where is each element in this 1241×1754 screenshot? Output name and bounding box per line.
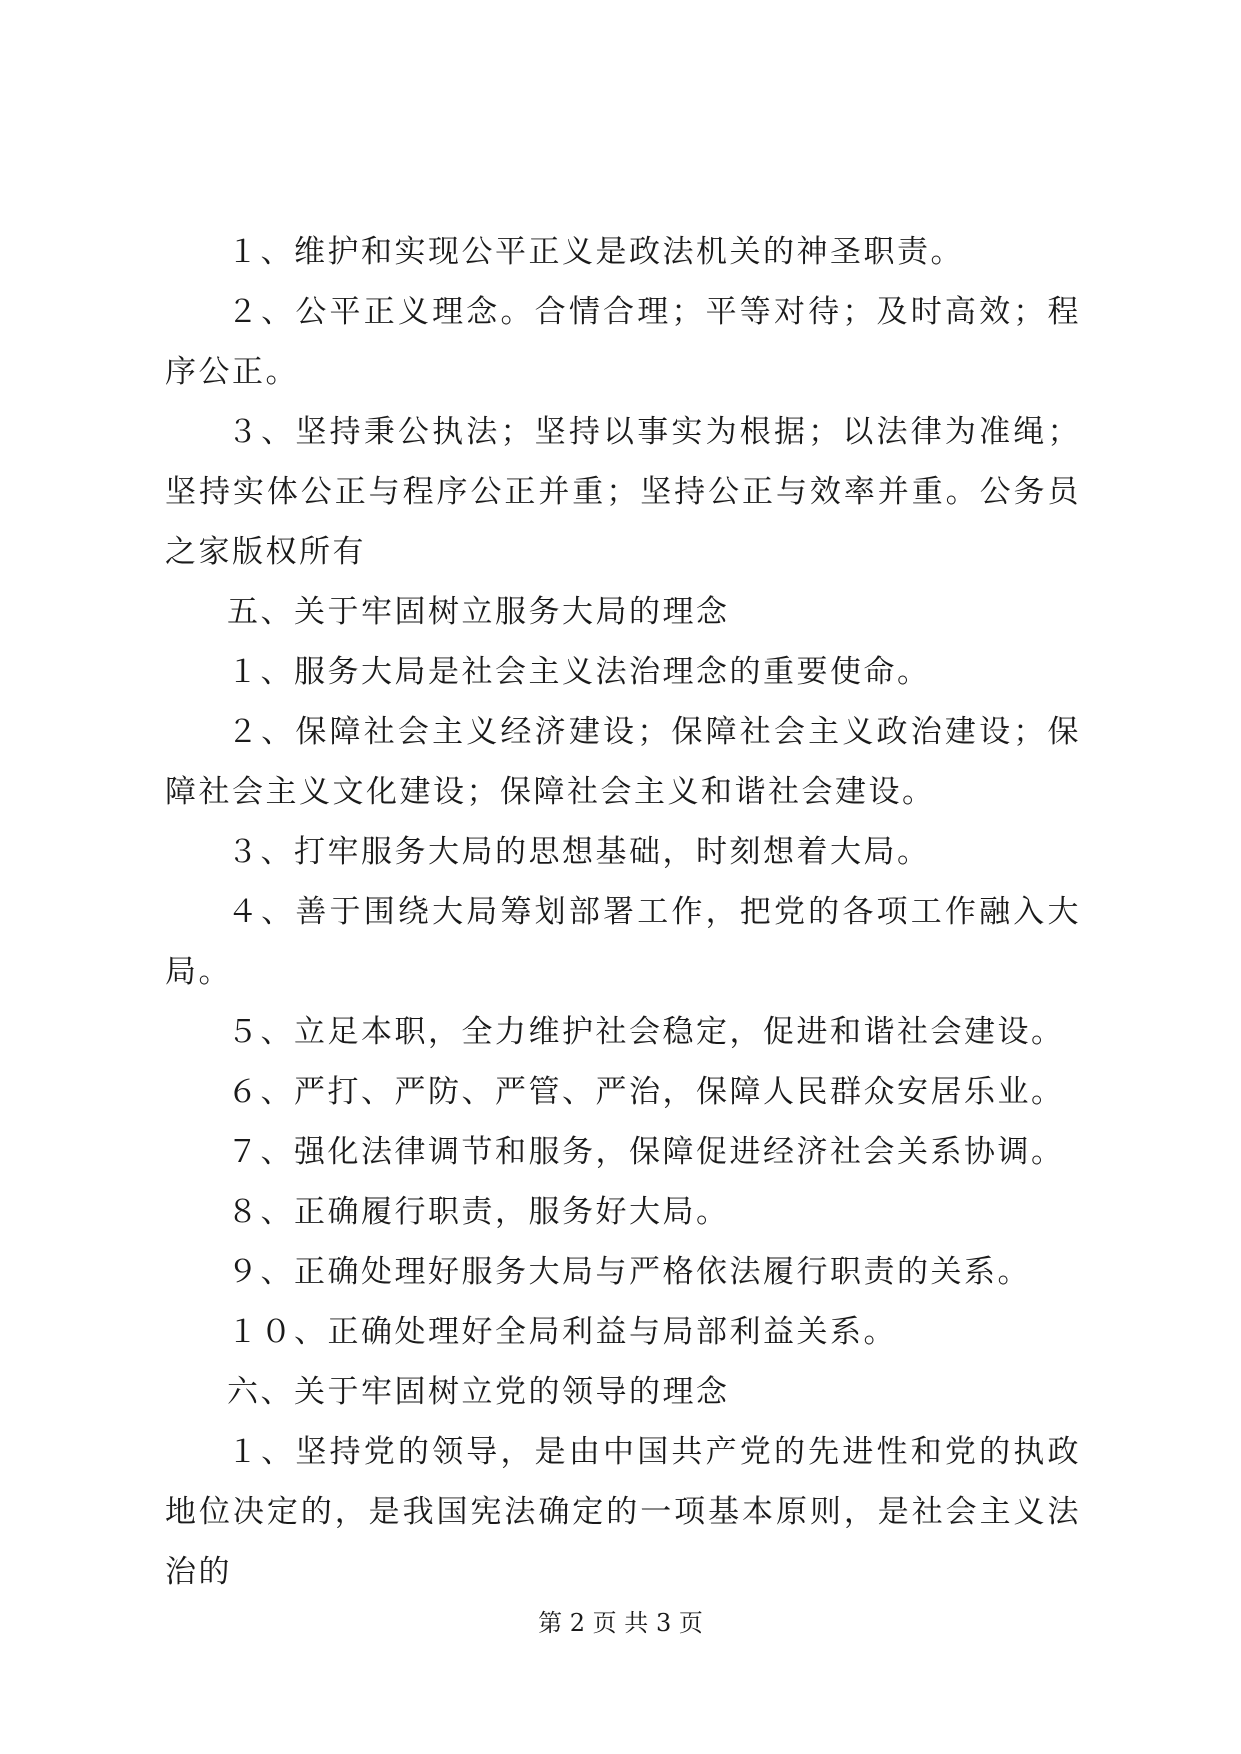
paragraph: ８、正确履行职责，服务好大局。 [227, 1194, 730, 1230]
paragraph: ２、保障社会主义经济建设；保障社会主义政治建设；保障社会主义文化建设；保障社会主义和谐社会建设。 [165, 714, 1081, 810]
section-heading: 五、关于牢固树立服务大局的理念 [227, 594, 730, 630]
paragraph: ３、坚持秉公执法；坚持以事实为根据；以法律为准绳；坚持实体公正与程序公正并重；坚持公正与效率并重。公务员之家版权所有 [165, 414, 1081, 570]
paragraph: １０、正确处理好全局利益与局部利益关系。 [227, 1314, 897, 1350]
paragraph: ４、善于围绕大局筹划部署工作，把党的各项工作融入大局。 [165, 894, 1081, 990]
paragraph: ６、严打、严防、严管、严治，保障人民群众安居乐业。 [227, 1074, 1065, 1110]
paragraph: ７、强化法律调节和服务，保障促进经济社会关系协调。 [227, 1134, 1065, 1170]
document-body [165, 222, 1081, 1602]
section-heading: 六、关于牢固树立党的领导的理念 [227, 1374, 730, 1410]
paragraph: ５、立足本职，全力维护社会稳定，促进和谐社会建设。 [227, 1014, 1065, 1050]
paragraph: １、维护和实现公平正义是政法机关的神圣职责。 [227, 234, 964, 270]
paragraph: １、坚持党的领导，是由中国共产党的先进性和党的执政地位决定的，是我国宪法确定的一项基本原则，是社会主义法治的 [165, 1434, 1081, 1590]
page-number: 第 2 页 共 3 页 [538, 1609, 703, 1637]
paragraph: ９、正确处理好服务大局与严格依法履行职责的关系。 [227, 1254, 1031, 1290]
paragraph: ３、打牢服务大局的思想基础，时刻想着大局。 [227, 834, 931, 870]
paragraph: ２、公平正义理念。合情合理；平等对待；及时高效；程序公正。 [165, 294, 1081, 390]
page-footer [0, 1608, 1241, 1638]
paragraph: １、服务大局是社会主义法治理念的重要使命。 [227, 654, 931, 690]
